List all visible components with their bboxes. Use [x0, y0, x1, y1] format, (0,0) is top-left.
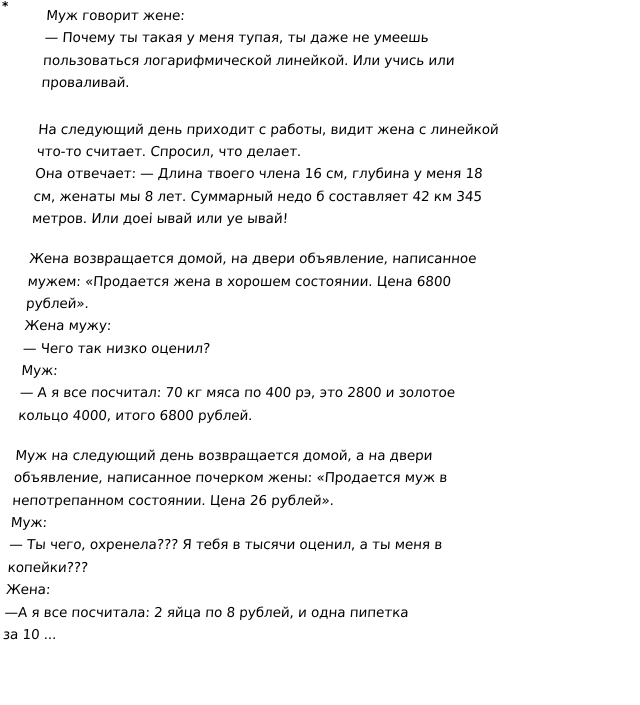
- text-line: Жена:: [5, 582, 51, 599]
- text-line: рублей».: [25, 295, 90, 312]
- text-line: кольцо 4000, итого 6800 рублей.: [17, 407, 254, 424]
- text-line: — А я все посчитал: 70 кг мяса по 400 рэ, это 2800 и золотое: [19, 385, 456, 402]
- text-line: Жена мужу:: [23, 318, 112, 335]
- text-line: — Ты чего, охренела??? Я тебя в тысячи оценил, а ты меня в: [8, 537, 443, 554]
- text-line: —А я все посчитала: 2 яйца по 8 рублей, и одна пипетка: [3, 604, 410, 621]
- text-line: копейки???: [7, 559, 89, 576]
- text-line: Муж на следующий день возвращается домой, а на двери: [14, 447, 434, 464]
- paragraph-3: [17, 248, 610, 427]
- text-line: мужем: «Продается жена в хорошем состоянии. Цена 6800: [27, 273, 452, 290]
- paragraph-2: [31, 119, 619, 231]
- text-line: Она отвечает: — Длина твоего члена 16 см, глубина у меня 18: [34, 166, 484, 183]
- text-line: метров. Или доеі ывай или уе ывай!: [31, 211, 289, 228]
- paragraph-1: [41, 5, 627, 95]
- text-line: за 10 ...: [2, 626, 58, 643]
- text-line: пользоваться логарифмической линейкой. Или учись или: [42, 52, 456, 69]
- text-line: объявление, написанное почерком жены: «Продается муж в: [13, 470, 448, 487]
- text-line: На следующий день приходит с работы, видит жена с линейкой: [37, 121, 500, 138]
- joke-text: [2, 5, 627, 646]
- asterisk-marker: *: [2, 0, 9, 13]
- text-line: см, женаты мы 8 лет. Суммарный недо б составляет 42 км 345: [33, 188, 483, 205]
- paragraph-4: [2, 445, 596, 647]
- text-line: Муж говорит жене:: [45, 8, 186, 24]
- text-line: проваливай.: [40, 75, 131, 92]
- text-line: Жена возвращается домой, на двери объявление, написанное: [28, 251, 477, 268]
- text-line: Муж:: [10, 515, 48, 531]
- text-line: что-то считает. Спросил, что делает.: [36, 143, 302, 160]
- text-line: непотрепанном состоянии. Цена 26 рублей».: [11, 492, 335, 509]
- text-line: — Чего так низко оценил?: [22, 340, 211, 357]
- text-line: — Почему ты такая у меня тупая, ты даже не умеешь: [44, 30, 430, 47]
- text-line: Муж:: [20, 363, 59, 380]
